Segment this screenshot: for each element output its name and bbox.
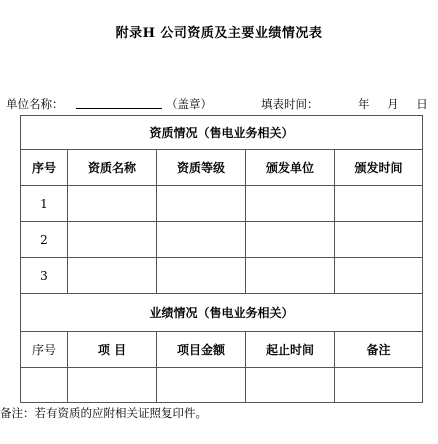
footnote: 备注：若有资质的应附相关证照复印件。 <box>0 406 207 420</box>
performance-section-header <box>21 294 423 332</box>
table-row <box>21 368 423 403</box>
table-cell: 1 <box>21 186 68 222</box>
performance-column-headers <box>21 332 423 368</box>
table-cell <box>68 222 157 258</box>
table-row <box>21 258 423 294</box>
table-cell <box>68 368 157 403</box>
table-cell <box>246 258 335 294</box>
qualification-performance-table <box>20 115 423 403</box>
table-cell <box>157 258 246 294</box>
table-cell <box>21 368 68 403</box>
unit-name-label: 单位名称： <box>6 97 64 111</box>
unit-name-blank <box>76 96 162 109</box>
performance-heading: 业绩情况（售电业务相关） <box>21 294 423 332</box>
column-header: 颁发时间 <box>335 150 423 186</box>
date-label: 年 月 日 <box>358 97 435 111</box>
table-cell <box>335 222 423 258</box>
table-cell <box>246 222 335 258</box>
table-cell: 3 <box>21 258 68 294</box>
column-header: 资质名称 <box>68 150 157 186</box>
column-header: 项目金额 <box>157 332 246 368</box>
fill-time-label: 填表时间： <box>261 97 319 111</box>
table-cell <box>335 186 423 222</box>
document-title: 附录H 公司资质及主要业绩情况表 <box>115 26 323 41</box>
table-row <box>21 186 423 222</box>
column-header: 序号 <box>21 150 68 186</box>
column-header: 颁发单位 <box>246 150 335 186</box>
column-header: 起止时间 <box>246 332 335 368</box>
column-header: 项 目 <box>68 332 157 368</box>
table-cell <box>157 222 246 258</box>
qualification-section-header <box>21 116 423 150</box>
info-row <box>6 96 435 112</box>
table-cell <box>157 368 246 403</box>
table-cell <box>68 186 157 222</box>
table-cell: 2 <box>21 222 68 258</box>
table-cell <box>68 258 157 294</box>
seal-label: （盖章） <box>166 97 212 111</box>
column-header: 序号 <box>21 332 68 368</box>
qualification-heading: 资质情况（售电业务相关） <box>21 116 423 150</box>
qualification-column-headers <box>21 150 423 186</box>
column-header: 备注 <box>335 332 423 368</box>
table-cell <box>335 368 423 403</box>
table-cell <box>157 186 246 222</box>
column-header: 资质等级 <box>157 150 246 186</box>
table-cell <box>335 258 423 294</box>
table-cell <box>246 368 335 403</box>
table-cell <box>246 186 335 222</box>
table-row <box>21 222 423 258</box>
